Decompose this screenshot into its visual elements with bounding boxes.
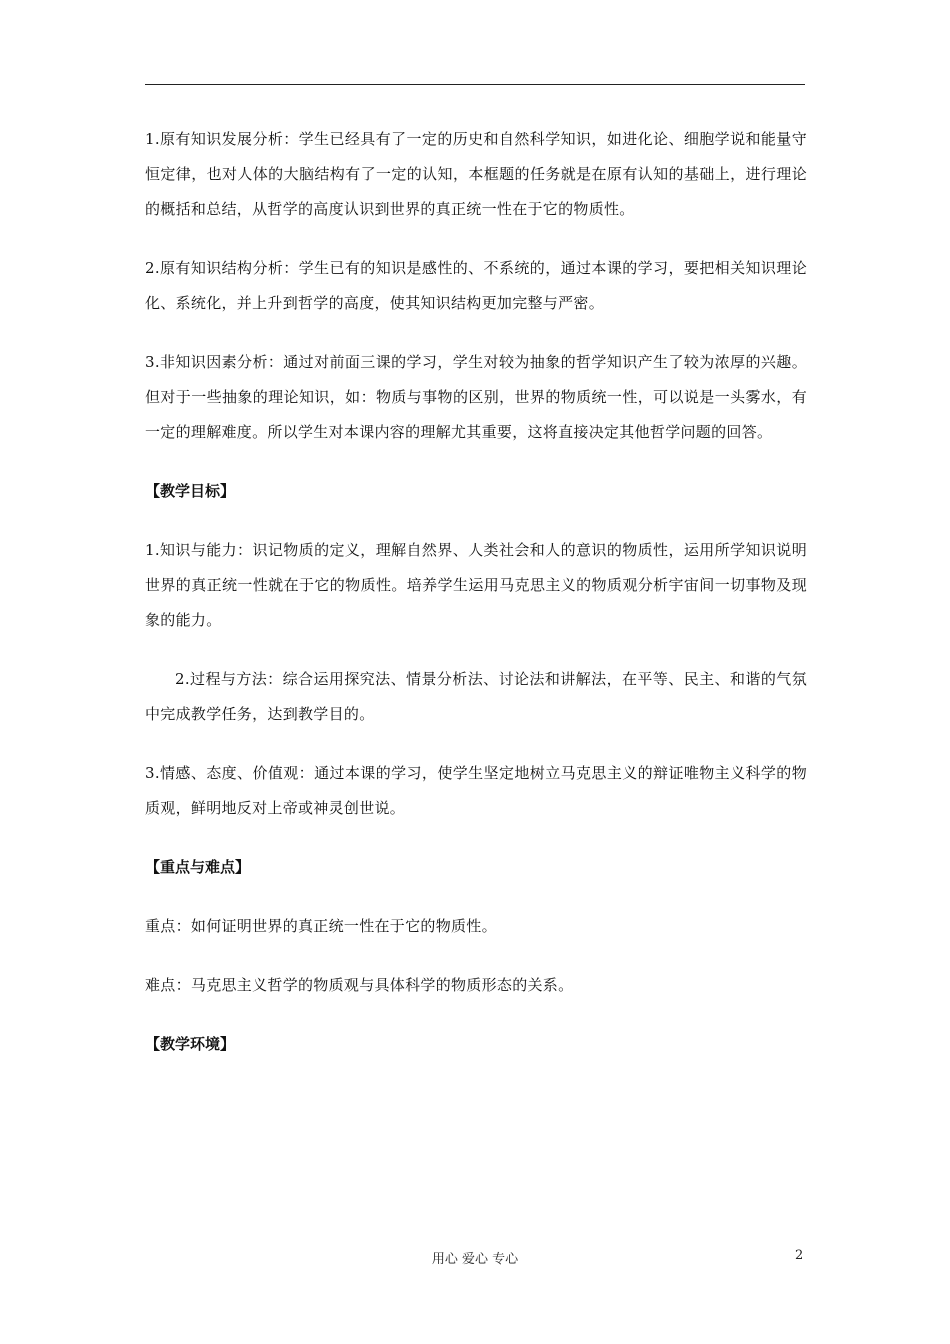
objective-process-method: 2.过程与方法：综合运用探究法、情景分析法、讨论法和讲解法，在平等、民主、和谐的气氛中完成教学任务，达到教学目的。 [145,670,807,723]
objective-emotion-values: 3.情感、态度、价值观：通过本课的学习，使学生坚定地树立马克思主义的辩证唯物主义科学的物质观，鲜明地反对上帝或神灵创世说。 [145,764,807,817]
paragraph-non-knowledge-factors: 3.非知识因素分析：通过对前面三课的学习，学生对较为抽象的哲学知识产生了较为浓厚的兴趣。但对于一些抽象的理论知识，如：物质与事物的区别，世界的物质统一性，可以说是一头雾水，有一定的理解难度。所以学生对本课内容的理解尤其重要，这将直接决定其他哲学问题的回答。 [145,353,807,441]
paragraph-knowledge-structure: 2.原有知识结构分析：学生已有的知识是感性的、不系统的，通过本课的学习，要把相关知识理论化、系统化，并上升到哲学的高度，使其知识结构更加完整与严密。 [145,259,807,312]
difficult-point: 难点：马克思主义哲学的物质观与具体科学的物质形态的关系。 [145,976,574,994]
key-point: 重点：如何证明世界的真正统一性在于它的物质性。 [145,917,497,935]
footer-motto: 用心 爱心 专心 [431,1252,519,1267]
heading-teaching-environment: 【教学环境】 [145,1035,236,1053]
objective-knowledge-ability: 1.知识与能力：识记物质的定义，理解自然界、人类社会和人的意识的物质性，运用所学知识说明世界的真正统一性就在于它的物质性。培养学生运用马克思主义的物质观分析宇宙间一切事物及现象的能力。 [145,541,807,629]
heading-teaching-objectives: 【教学目标】 [145,482,236,500]
header-rule [145,84,805,85]
document-body [145,122,807,1086]
paragraph-knowledge-development: 1.原有知识发展分析：学生已经具有了一定的历史和自然科学知识，如进化论、细胞学说和能量守恒定律，也对人体的大脑结构有了一定的认知，本框题的任务就是在原有认知的基础上，进行理论的概括和总结，从哲学的高度认识到世界的真正统一性在于它的物质性。 [145,130,807,218]
heading-key-and-difficult-points: 【重点与难点】 [145,858,251,876]
page-number: 2 [795,1248,804,1263]
